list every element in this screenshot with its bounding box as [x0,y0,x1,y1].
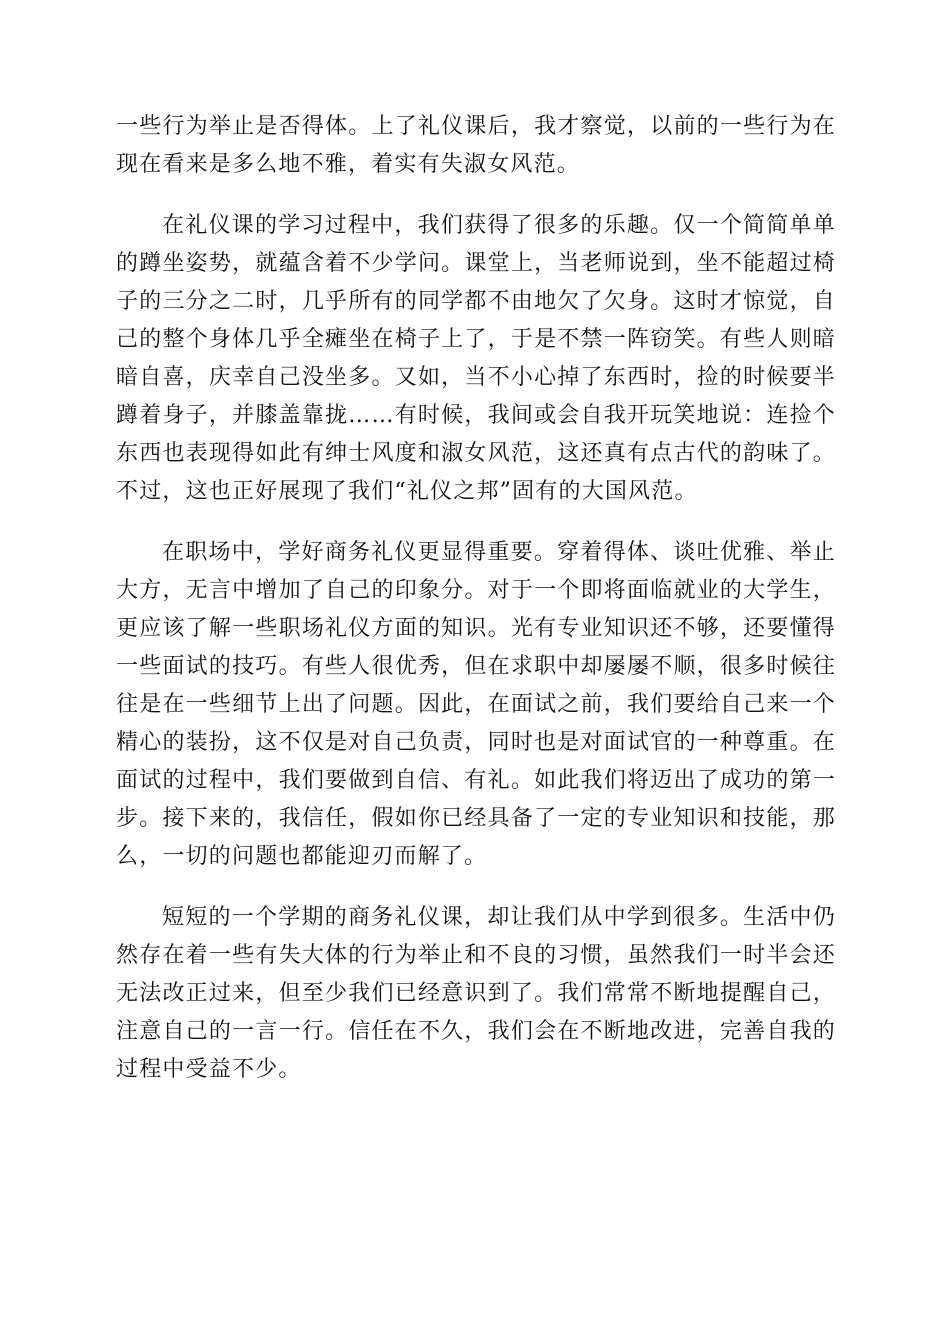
paragraph-4: 短短的一个学期的商务礼仪课，却让我们从中学到很多。生活中仍然存在着一些有失大体的行为举止和不良的习惯，虽然我们一时半会还无法改正过来，但至少我们已经意识到了。我们常常不断地提醒自己，注意自己的一言一行。信任在不久，我们会在不断地改进，完善自我的过程中受益不少。 [116,905,836,1082]
paragraph-2: 在礼仪课的学习过程中，我们获得了很多的乐趣。仅一个简简单单的蹲坐姿势，就蕴含着不少学问。课堂上，当老师说到，坐不能超过椅子的三分之二时，几乎所有的同学都不由地欠了欠身。这时才惊觉，自己的整个身体几乎全瘫坐在椅子上了，于是不禁一阵窃笑。有些人则暗暗自喜，庆幸自己没坐多。又如，当不小心掉了东西时，捡的时候要半蹲着身子，并膝盖靠拢……有时候，我间或会自我开玩笑地说：连捡个东西也表现得如此有绅士风度和淑女风范，这还真有点古代的韵味了。不过，这也正好展现了我们“礼仪之邦”固有的大国风范。 [116,213,836,504]
paragraph-3: 在职场中，学好商务礼仪更显得重要。穿着得体、谈吐优雅、举止大方，无言中增加了自己的印象分。对于一个即将面临就业的大学生，更应该了解一些职场礼仪方面的知识。光有专业知识还不够，还要懂得一些面试的技巧。有些人很优秀，但在求职中却屡屡不顺，很多时候往往是在一些细节上出了问题。因此，在面试之前，我们要给自己来一个精心的装扮，这不仅是对自己负责，同时也是对面试官的一种尊重。在面试的过程中，我们要做到自信、有礼。如此我们将迈出了成功的第一步。接下来的，我信任，假如你已经具备了一定的专业知识和技能，那么，一切的问题也都能迎刃而解了。 [116,540,836,869]
document-body [116,108,836,1112]
paragraph-1: 一些行为举止是否得体。上了礼仪课后，我才察觉，以前的一些行为在现在看来是多么地不雅，着实有失淑女风范。 [116,114,836,177]
